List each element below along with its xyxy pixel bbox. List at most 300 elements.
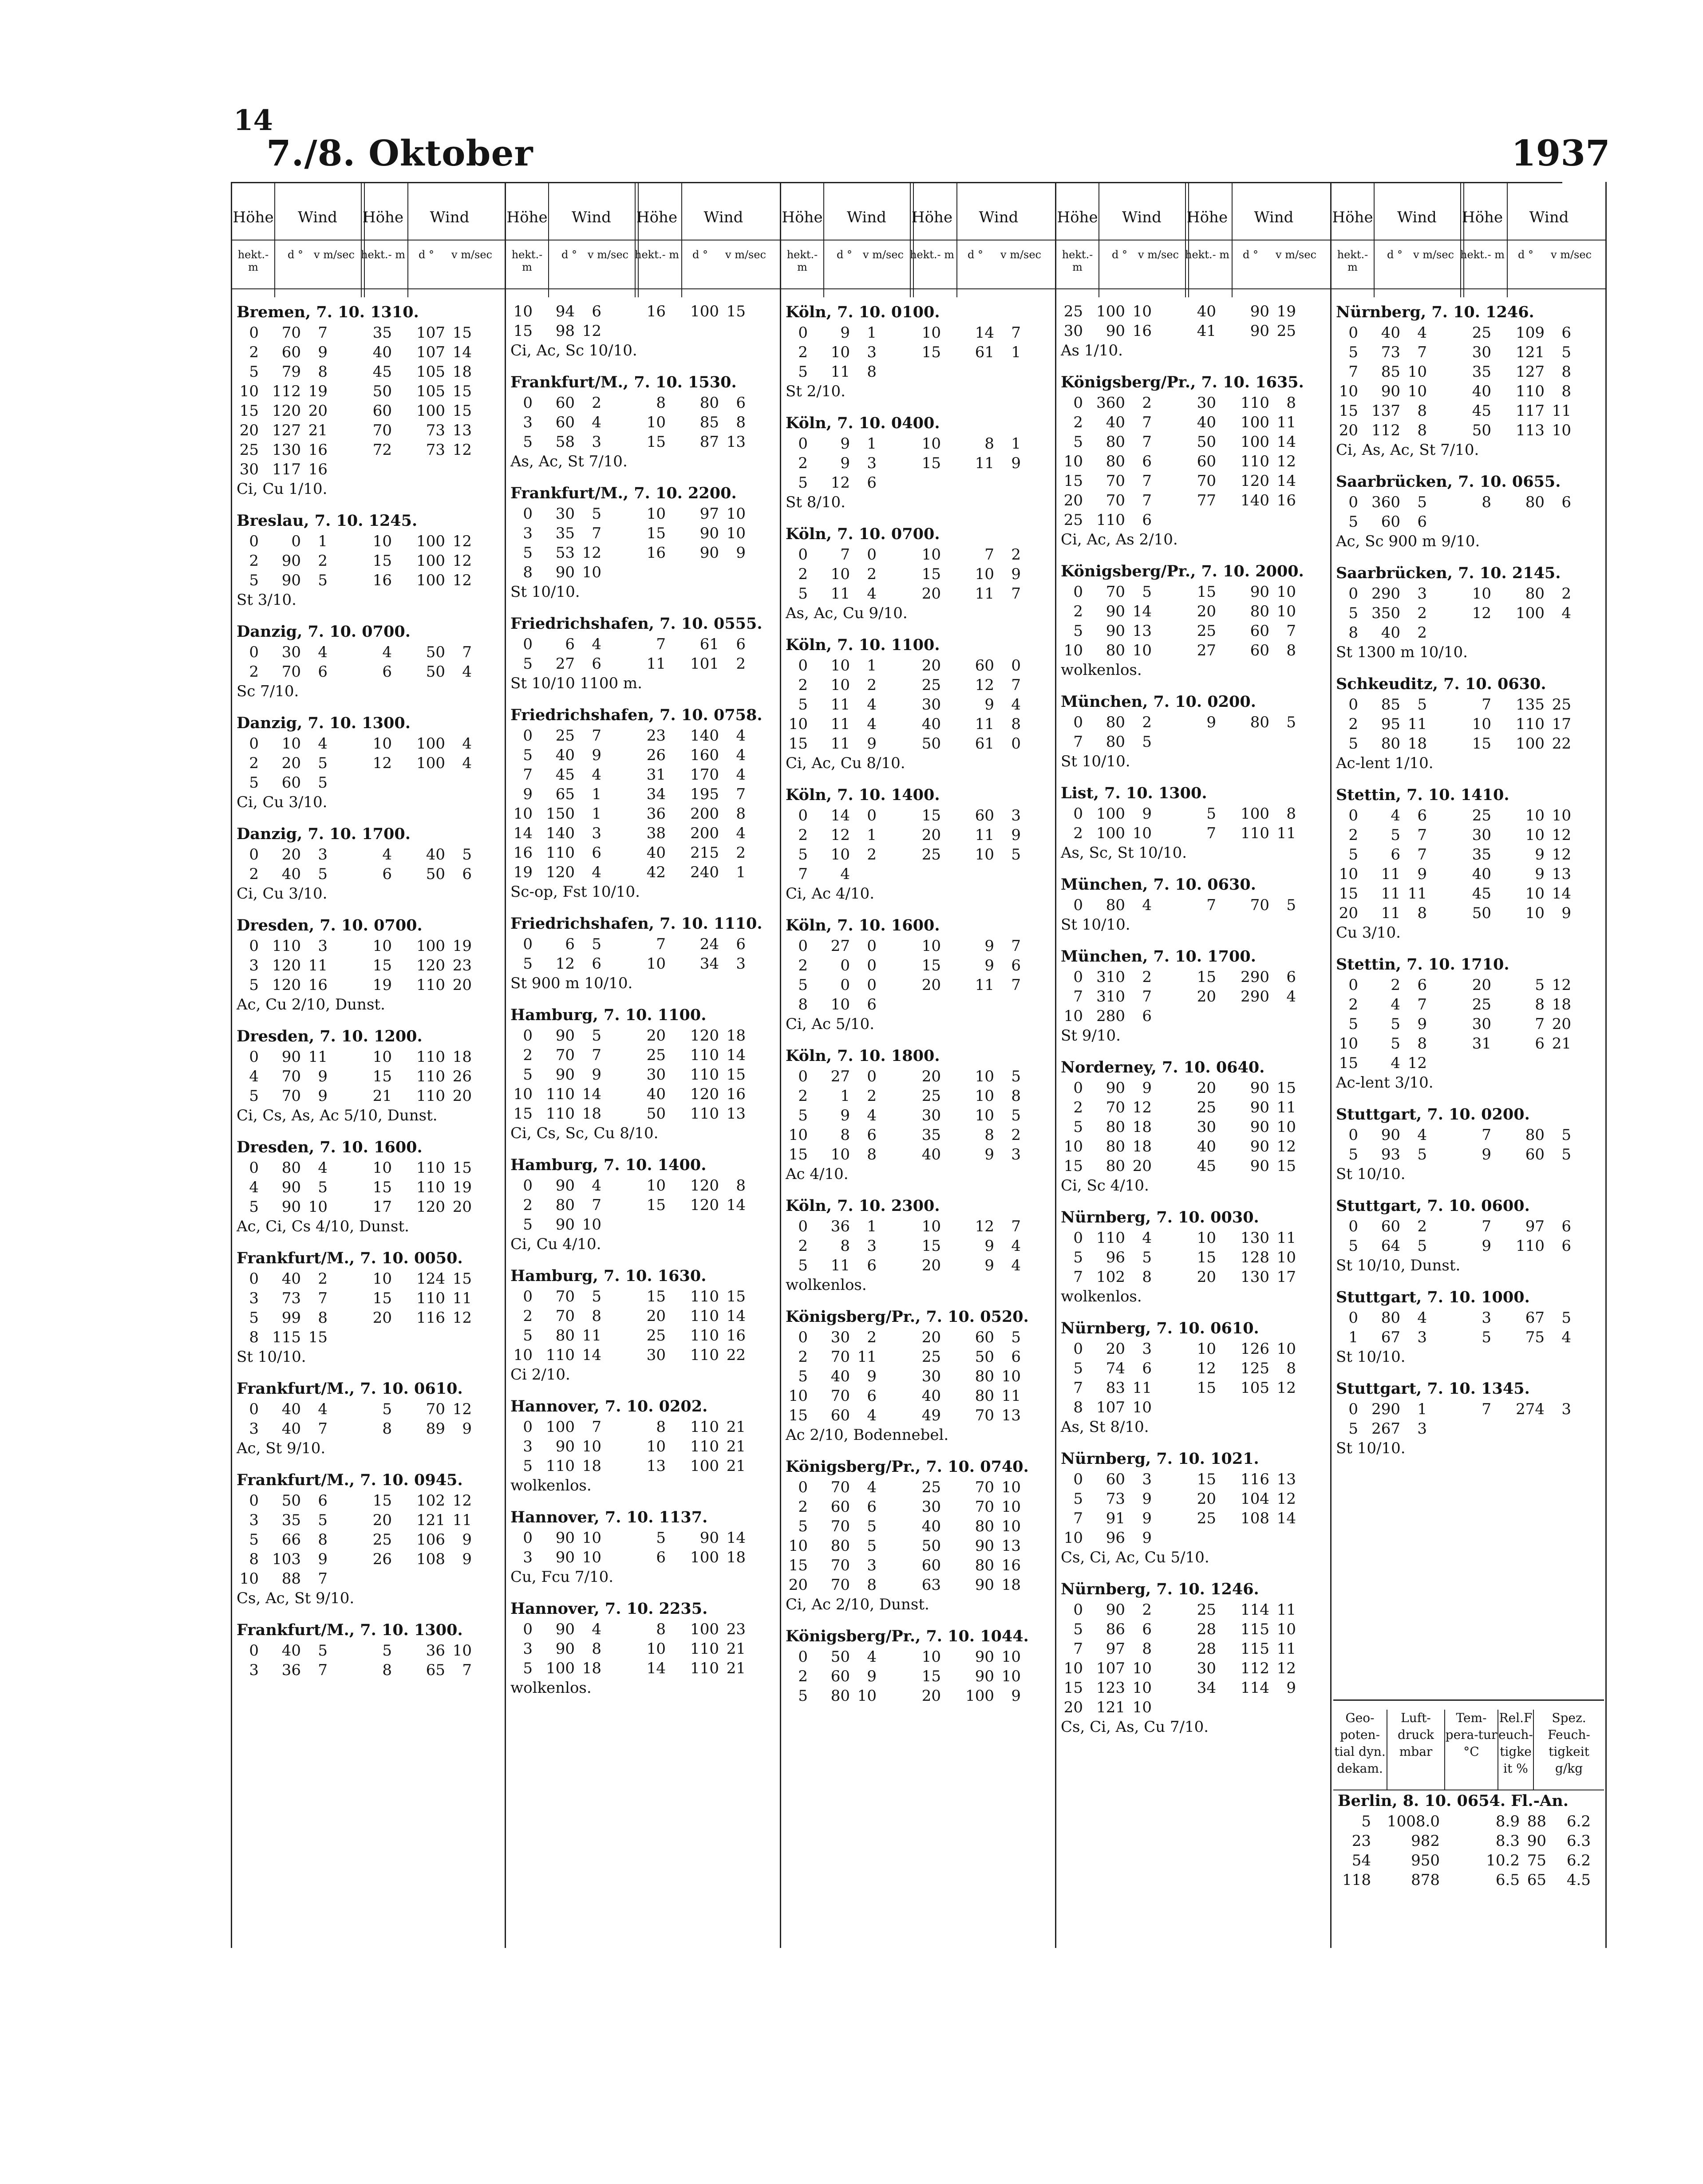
table-row bbox=[232, 936, 505, 956]
table-cell: 25 bbox=[1063, 303, 1083, 320]
table-cell: 100 bbox=[1096, 805, 1125, 823]
table-cell: 25 bbox=[555, 727, 575, 745]
table-cell: 18 bbox=[582, 1105, 601, 1123]
table-cell: 20 bbox=[1106, 1340, 1125, 1358]
table-cell: 70 bbox=[281, 663, 301, 681]
table-cell: 15 bbox=[1063, 1679, 1083, 1697]
table-cell: 5 bbox=[523, 955, 533, 973]
table-cell: 0 bbox=[249, 735, 259, 753]
station-title: Norderney, 7. 10. 0640. bbox=[1061, 1058, 1265, 1076]
table-cell: 8 bbox=[656, 394, 666, 412]
table-cell: 11 bbox=[452, 1511, 472, 1529]
table-cell: 80 bbox=[281, 1159, 301, 1177]
table-cell: 5 bbox=[1482, 1329, 1491, 1346]
table-cell: 112 bbox=[1371, 422, 1400, 439]
table-cell: 20 bbox=[646, 1027, 666, 1045]
berlin-header: Rel.Feuch-tigkeit % bbox=[1498, 1710, 1533, 1790]
table-cell: 8 bbox=[1417, 422, 1427, 439]
table-cell: 27 bbox=[555, 655, 575, 673]
station-title: Saarbrücken, 7. 10. 0655. bbox=[1336, 473, 1561, 491]
table-cell: 106 bbox=[416, 1531, 445, 1549]
table-cell: 90 bbox=[281, 1048, 301, 1066]
table-cell: 100 bbox=[416, 552, 445, 570]
table-row bbox=[1056, 413, 1330, 432]
table-cell: 11 bbox=[975, 454, 994, 472]
sounding-block bbox=[506, 705, 780, 902]
cloud-remark: wolkenlos. bbox=[510, 1477, 592, 1494]
table-cell: 5 bbox=[1286, 896, 1296, 914]
table-cell: 5 bbox=[318, 1179, 328, 1196]
table-cell: 6 bbox=[867, 1387, 877, 1405]
table-row bbox=[1333, 1831, 1604, 1851]
table-cell: 20 bbox=[281, 754, 301, 772]
table-cell: 7 bbox=[1142, 414, 1152, 431]
table-cell: 1 bbox=[1348, 1329, 1358, 1346]
cloud-remark: St 10/10. bbox=[1336, 1348, 1406, 1366]
table-cell: 9 bbox=[1535, 865, 1545, 883]
table-row bbox=[1332, 512, 1605, 532]
table-cell: 11 bbox=[830, 363, 850, 381]
table-cell: 26 bbox=[372, 1550, 392, 1568]
table-cell: 25 bbox=[239, 441, 259, 459]
table-row bbox=[232, 845, 505, 864]
table-cell: 6 bbox=[1561, 493, 1571, 511]
sounding-block bbox=[232, 621, 505, 701]
table-cell: 30 bbox=[921, 696, 941, 714]
table-cell: 14 bbox=[1276, 1510, 1296, 1527]
table-cell: 2 bbox=[249, 865, 259, 883]
table-row bbox=[1056, 582, 1330, 602]
table-row bbox=[506, 954, 780, 974]
table-cell: 15 bbox=[452, 382, 472, 400]
table-cell: 8 bbox=[318, 1309, 328, 1327]
table-row bbox=[781, 1386, 1055, 1406]
table-cell: 2 bbox=[798, 343, 808, 361]
table-cell: 21 bbox=[372, 1087, 392, 1105]
table-cell: 0 bbox=[1348, 585, 1358, 603]
header-divider bbox=[407, 182, 408, 297]
table-cell: 290 bbox=[1371, 585, 1400, 603]
table-cell: 0 bbox=[1073, 394, 1083, 412]
table-row bbox=[1332, 806, 1605, 825]
table-cell: 5 bbox=[318, 754, 328, 772]
table-row bbox=[781, 864, 1055, 884]
table-cell: 267 bbox=[1371, 1420, 1400, 1438]
table-cell: 25 bbox=[921, 1478, 941, 1496]
table-cell: 6 bbox=[1142, 1007, 1152, 1025]
table-cell: 7 bbox=[1011, 585, 1021, 603]
table-cell: 0 bbox=[867, 976, 877, 994]
table-cell: 10 bbox=[975, 846, 994, 863]
cloud-remark: wolkenlos. bbox=[1061, 1288, 1142, 1305]
table-cell: 5 bbox=[523, 746, 533, 764]
table-cell: 90 bbox=[975, 1648, 994, 1666]
table-cell: 6 bbox=[382, 663, 392, 681]
table-cell: 90 bbox=[1250, 1157, 1269, 1175]
table-cell: 58 bbox=[555, 433, 575, 451]
station-title: Königsberg/Pr., 7. 10. 0740. bbox=[786, 1458, 1029, 1476]
table-cell: 15 bbox=[726, 303, 746, 320]
table-cell: 10.2 bbox=[1486, 1852, 1520, 1869]
table-row bbox=[232, 1660, 505, 1680]
station-title: Stettin, 7. 10. 1710. bbox=[1336, 955, 1509, 974]
table-cell: 73 bbox=[426, 441, 445, 459]
table-cell: 135 bbox=[1516, 696, 1545, 714]
table-cell: 1 bbox=[1011, 343, 1021, 361]
table-cell: 10 bbox=[372, 532, 392, 550]
table-cell: 7 bbox=[1348, 363, 1358, 381]
table-cell: 100 bbox=[1241, 433, 1269, 451]
table-cell: 12 bbox=[452, 532, 472, 550]
table-cell: 10 bbox=[1063, 1007, 1083, 1025]
table-row bbox=[781, 1478, 1055, 1497]
table-cell: 10 bbox=[646, 955, 666, 973]
table-cell: 18 bbox=[1407, 735, 1427, 753]
table-cell: 9 bbox=[984, 696, 994, 714]
table-cell: 10 bbox=[1472, 715, 1491, 733]
table-cell: 28 bbox=[1197, 1640, 1216, 1658]
sounding-block bbox=[1056, 1318, 1330, 1437]
table-row bbox=[1332, 1053, 1605, 1073]
table-cell: 0 bbox=[249, 1492, 259, 1510]
table-cell: 70 bbox=[426, 1400, 445, 1418]
table-cell: 100 bbox=[1516, 604, 1545, 622]
table-cell: 67 bbox=[1381, 1329, 1400, 1346]
table-cell: 8 bbox=[798, 996, 808, 1013]
table-cell: 7 bbox=[1417, 826, 1427, 844]
table-cell: 2 bbox=[249, 663, 259, 681]
table-cell: 8 bbox=[1073, 1399, 1083, 1416]
table-cell: 22 bbox=[726, 1346, 746, 1364]
table-cell: 80 bbox=[1106, 1118, 1125, 1136]
table-cell: 2 bbox=[1391, 976, 1400, 994]
table-row bbox=[232, 1530, 505, 1549]
header-label: Höhe bbox=[911, 209, 953, 226]
table-cell: 30 bbox=[1197, 394, 1216, 412]
station-title: Danzig, 7. 10. 0700. bbox=[237, 623, 411, 641]
table-cell: 15 bbox=[513, 322, 533, 340]
table-cell: 15 bbox=[1197, 1379, 1216, 1397]
table-cell: 7 bbox=[798, 865, 808, 883]
table-row bbox=[1056, 1398, 1330, 1417]
table-cell: 8 bbox=[1142, 1640, 1152, 1658]
cloud-remark: St 10/10. bbox=[1336, 1165, 1406, 1183]
station-title: Köln, 7. 10. 1600. bbox=[786, 916, 940, 934]
table-cell: 4 bbox=[592, 1177, 601, 1194]
station-title: Nürnberg, 7. 10. 0610. bbox=[1061, 1319, 1259, 1337]
station-column bbox=[506, 182, 781, 1948]
sounding-block bbox=[781, 785, 1055, 903]
sounding-block bbox=[781, 1195, 1055, 1295]
table-cell: 5 bbox=[1011, 1329, 1021, 1346]
table-cell: 120 bbox=[546, 863, 575, 881]
table-cell: 45 bbox=[1197, 1157, 1216, 1175]
table-cell: 3 bbox=[867, 1557, 877, 1574]
table-cell: 25 bbox=[372, 1531, 392, 1549]
table-cell: 30 bbox=[555, 505, 575, 523]
sounding-block bbox=[781, 1306, 1055, 1445]
table-cell: 70 bbox=[830, 1478, 850, 1496]
table-cell: 94 bbox=[555, 303, 575, 320]
table-cell: 90 bbox=[1106, 322, 1125, 340]
sounding-block bbox=[1332, 471, 1605, 551]
table-cell: 14 bbox=[1276, 433, 1296, 451]
table-cell: 18 bbox=[726, 1549, 746, 1566]
table-cell: 7 bbox=[656, 635, 666, 653]
table-cell: 3 bbox=[318, 937, 328, 955]
table-cell: 11 bbox=[975, 585, 994, 603]
table-cell: 0 bbox=[867, 1068, 877, 1085]
table-cell: 3 bbox=[249, 1289, 259, 1307]
table-cell: 20 bbox=[1552, 1015, 1571, 1033]
table-cell: 110 bbox=[1096, 511, 1125, 529]
table-cell: 20 bbox=[1197, 603, 1216, 620]
table-cell: 90 bbox=[555, 1620, 575, 1638]
table-cell: 10 bbox=[921, 324, 941, 342]
table-row bbox=[232, 1419, 505, 1439]
table-cell: 105 bbox=[1241, 1379, 1269, 1397]
table-cell: 878 bbox=[1411, 1871, 1440, 1889]
table-cell: 1 bbox=[840, 1087, 850, 1105]
table-cell: 85 bbox=[1381, 363, 1400, 381]
header-unit: hekt.- m bbox=[361, 248, 405, 261]
table-cell: 60 bbox=[281, 774, 301, 792]
table-cell: 18 bbox=[452, 363, 472, 381]
table-cell: 110 bbox=[690, 1105, 719, 1123]
table-cell: 8 bbox=[1417, 904, 1427, 922]
table-cell: 50 bbox=[426, 663, 445, 681]
table-cell: 9 bbox=[984, 1237, 994, 1255]
table-cell: 90 bbox=[555, 564, 575, 581]
table-cell: 5 bbox=[382, 1642, 392, 1660]
cloud-remark: Ac, Ci, Cs 4/10, Dunst. bbox=[237, 1218, 409, 1235]
table-cell: 0 bbox=[798, 1478, 808, 1496]
table-row bbox=[232, 773, 505, 792]
table-cell: 100 bbox=[690, 1620, 719, 1638]
table-cell: 0 bbox=[798, 546, 808, 564]
table-cell: 20 bbox=[1063, 492, 1083, 509]
table-row bbox=[506, 1287, 780, 1306]
cloud-remark: Cu 3/10. bbox=[1336, 924, 1401, 942]
table-row bbox=[1332, 995, 1605, 1014]
table-cell: 15 bbox=[646, 524, 666, 542]
header-unit: hekt.- m bbox=[1185, 248, 1229, 261]
table-row bbox=[1332, 1125, 1605, 1145]
table-cell: 10 bbox=[1525, 807, 1545, 824]
table-cell: 5 bbox=[249, 774, 259, 792]
table-cell: 19 bbox=[372, 976, 392, 994]
table-cell: 7 bbox=[1142, 492, 1152, 509]
table-row bbox=[506, 1620, 780, 1639]
table-cell: 8 bbox=[656, 1620, 666, 1638]
table-cell: 11 bbox=[975, 976, 994, 994]
table-cell: 5 bbox=[318, 865, 328, 883]
table-cell: 5 bbox=[867, 1518, 877, 1535]
table-cell: 21 bbox=[726, 1640, 746, 1658]
table-cell: 9 bbox=[1011, 1687, 1021, 1705]
table-cell: 0 bbox=[249, 1270, 259, 1288]
table-cell: 7 bbox=[736, 785, 746, 803]
table-cell: 0 bbox=[249, 532, 259, 550]
table-row bbox=[232, 401, 505, 421]
table-cell: 97 bbox=[1106, 1640, 1125, 1658]
table-cell: 14 bbox=[726, 1196, 746, 1214]
table-row bbox=[232, 1399, 505, 1419]
table-cell: 13 bbox=[1001, 1407, 1021, 1424]
table-cell: 110 bbox=[546, 1105, 575, 1123]
table-cell: 6 bbox=[656, 1549, 666, 1566]
table-row bbox=[1056, 393, 1330, 413]
station-column bbox=[1056, 182, 1332, 1948]
sounding-block bbox=[232, 824, 505, 903]
table-cell: 100 bbox=[416, 532, 445, 550]
table-cell: 40 bbox=[1472, 382, 1491, 400]
table-cell: 0 bbox=[523, 1027, 533, 1045]
table-cell: 110 bbox=[546, 1346, 575, 1364]
table-cell: 10 bbox=[1276, 1340, 1296, 1358]
table-cell: 30 bbox=[921, 1498, 941, 1516]
page-number: 14 bbox=[233, 104, 273, 137]
table-cell: 0 bbox=[1348, 324, 1358, 342]
table-cell: 5 bbox=[462, 846, 472, 863]
table-row bbox=[506, 1417, 780, 1437]
table-cell: 10 bbox=[308, 1198, 328, 1216]
table-cell: 107 bbox=[416, 343, 445, 361]
table-cell: 10 bbox=[830, 846, 850, 863]
table-cell: 4 bbox=[1391, 807, 1400, 824]
table-cell: 110 bbox=[690, 1046, 719, 1064]
table-row bbox=[232, 551, 505, 571]
table-cell: 10 bbox=[1552, 422, 1571, 439]
table-cell: 60 bbox=[830, 1498, 850, 1516]
station-title: Frankfurt/M., 7. 10. 0610. bbox=[237, 1380, 463, 1398]
table-cell: 0 bbox=[798, 1329, 808, 1346]
table-cell: 110 bbox=[546, 844, 575, 862]
table-cell: 126 bbox=[1241, 1340, 1269, 1358]
table-cell: 2 bbox=[1348, 996, 1358, 1013]
table-cell: 110 bbox=[690, 1438, 719, 1455]
table-cell: 5 bbox=[1391, 1015, 1400, 1033]
table-cell: 10 bbox=[372, 1159, 392, 1177]
table-cell: 80 bbox=[1106, 896, 1125, 914]
table-cell: 11 bbox=[452, 1289, 472, 1307]
station-title: Frankfurt/M., 7. 10. 0945. bbox=[237, 1471, 463, 1489]
table-cell: 40 bbox=[921, 1387, 941, 1405]
table-cell: 60 bbox=[830, 1668, 850, 1685]
table-cell: 8.3 bbox=[1495, 1832, 1520, 1850]
table-cell: 90 bbox=[281, 1179, 301, 1196]
table-cell: 70 bbox=[975, 1407, 994, 1424]
header-unit: v m/sec bbox=[1551, 248, 1592, 261]
table-cell: 7 bbox=[1417, 996, 1427, 1013]
table-cell: 13 bbox=[646, 1457, 666, 1475]
table-cell: 5 bbox=[798, 474, 808, 492]
sounding-block bbox=[232, 1470, 505, 1608]
cloud-remark: St 1300 m 10/10. bbox=[1336, 643, 1468, 661]
table-cell: 73 bbox=[1381, 343, 1400, 361]
table-row bbox=[1332, 343, 1605, 362]
table-cell: 110 bbox=[690, 1660, 719, 1677]
table-cell: 5 bbox=[798, 976, 808, 994]
table-cell: 80 bbox=[975, 1557, 994, 1574]
table-cell: 4 bbox=[592, 414, 601, 431]
table-cell: 9 bbox=[318, 1068, 328, 1085]
table-cell: 70 bbox=[555, 1046, 575, 1064]
table-cell: 10 bbox=[372, 1048, 392, 1066]
table-cell: 7 bbox=[462, 1661, 472, 1679]
table-cell: 88 bbox=[281, 1570, 301, 1588]
table-cell: 0 bbox=[523, 1418, 533, 1436]
header-unit: d ° bbox=[1112, 248, 1127, 261]
table-cell: 5 bbox=[1142, 733, 1152, 751]
table-cell: 115 bbox=[1241, 1640, 1269, 1658]
table-cell: 16 bbox=[513, 844, 533, 862]
table-cell: 0 bbox=[1348, 696, 1358, 714]
sounding-block bbox=[232, 915, 505, 1014]
table-cell: 15 bbox=[788, 1557, 808, 1574]
sounding-block bbox=[1332, 563, 1605, 662]
table-cell: 0 bbox=[1073, 896, 1083, 914]
table-cell: 11 bbox=[1381, 865, 1400, 883]
table-cell: 109 bbox=[1516, 324, 1545, 342]
table-cell: 8 bbox=[1561, 382, 1571, 400]
table-row bbox=[506, 321, 780, 341]
table-cell: 30 bbox=[1472, 343, 1491, 361]
sounding-block bbox=[1056, 561, 1330, 680]
table-cell: 8 bbox=[736, 805, 746, 823]
table-cell: 5 bbox=[249, 1198, 259, 1216]
sounding-block bbox=[781, 635, 1055, 773]
table-row bbox=[1332, 884, 1605, 903]
header-rule bbox=[506, 288, 780, 289]
table-cell: 25 bbox=[1197, 1510, 1216, 1527]
table-cell: 1 bbox=[1417, 1400, 1427, 1418]
table-cell: 10 bbox=[1063, 642, 1083, 659]
table-cell: 80 bbox=[1106, 714, 1125, 731]
table-row bbox=[506, 1215, 780, 1234]
table-cell: 12 bbox=[452, 552, 472, 570]
header-divider bbox=[823, 182, 824, 297]
table-row bbox=[781, 975, 1055, 995]
table-cell: 15 bbox=[372, 1179, 392, 1196]
table-cell: 117 bbox=[1516, 402, 1545, 420]
table-row bbox=[1332, 623, 1605, 643]
table-cell: 10 bbox=[921, 937, 941, 955]
table-cell: 40 bbox=[830, 1368, 850, 1385]
table-cell: 0 bbox=[249, 1048, 259, 1066]
table-cell: 120 bbox=[272, 976, 301, 994]
table-cell: 35 bbox=[1472, 363, 1491, 381]
table-cell: 4 bbox=[462, 735, 472, 753]
header-label: Höhe bbox=[1057, 209, 1098, 226]
cloud-remark: Ci, Ac 4/10. bbox=[786, 885, 875, 903]
table-cell: 12 bbox=[582, 322, 601, 340]
table-cell: 4 bbox=[1417, 1309, 1427, 1327]
table-row bbox=[1332, 845, 1605, 864]
table-cell: 0 bbox=[867, 807, 877, 824]
table-cell: 54 bbox=[1351, 1852, 1371, 1869]
table-cell: 3 bbox=[867, 454, 877, 472]
header-unit: d ° bbox=[1518, 248, 1533, 261]
table-cell: 60 bbox=[975, 657, 994, 674]
table-cell: 10 bbox=[1407, 382, 1427, 400]
table-cell: 10 bbox=[513, 303, 533, 320]
table-cell: 70 bbox=[975, 1478, 994, 1496]
table-cell: 10 bbox=[1001, 1668, 1021, 1685]
header-label: Höhe bbox=[1332, 209, 1373, 226]
table-cell: 4 bbox=[1011, 696, 1021, 714]
header-divider bbox=[1232, 182, 1233, 297]
